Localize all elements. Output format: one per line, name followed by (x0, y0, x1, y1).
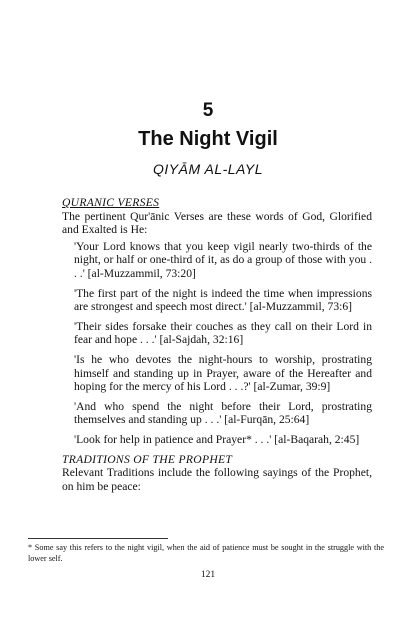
chapter-subtitle: QIYĀM AL-LAYL (153, 161, 263, 177)
traditions-intro: Relevant Traditions include the following sayings of the Prophet, on him be peace: (62, 466, 372, 493)
verse-quote: 'Is he who devotes the night-hours to worship, prostrating himself and standing up in Prayer, aware of the Hereafter and hoping for the mercy of his Lord . . .?' [al-Zumar, 39:9] (74, 352, 372, 394)
footnote-divider (28, 538, 168, 539)
verse-quote: 'Look for help in patience and Prayer* . . .' [al-Baqarah, 2:45] (74, 432, 360, 446)
verse-quote: 'Your Lord knows that you keep vigil nearly two-thirds of the night, or half or one-third of it, as do a group of those with you . . .' [al-Muzzammil, 73:20] (74, 239, 372, 280)
verse-quote: 'And who spend the night before their Lord, prostrating themselves and standing up . . .' [al-Furqān, 25:64] (74, 399, 372, 427)
chapter-number: 5 (202, 100, 214, 121)
section-heading-quranic-verses: QURANIC VERSES (62, 196, 160, 209)
footnote: * Some say this refers to the night vigil, when the aid of patience must be sought in the struggle with the lower self. (28, 543, 384, 563)
section-heading-traditions: TRADITIONS OF THE PROPHET (62, 452, 233, 466)
chapter-body (62, 196, 372, 493)
quranic-intro: The pertinent Qur'ānic Verses are these words of God, Glorified and Exalted is He: (62, 209, 372, 237)
chapter-title: The Night Vigil (138, 128, 278, 150)
verse-quote: 'Their sides forsake their couches as they call on their Lord in fear and hope . . .' [al-Sajdah, 32:16] (74, 319, 372, 347)
verse-quote: 'The first part of the night is indeed the time when impressions are strongest and speech most direct.' [al-Muzzammil, 73:6] (74, 286, 372, 314)
page-number: 121 (200, 570, 216, 580)
